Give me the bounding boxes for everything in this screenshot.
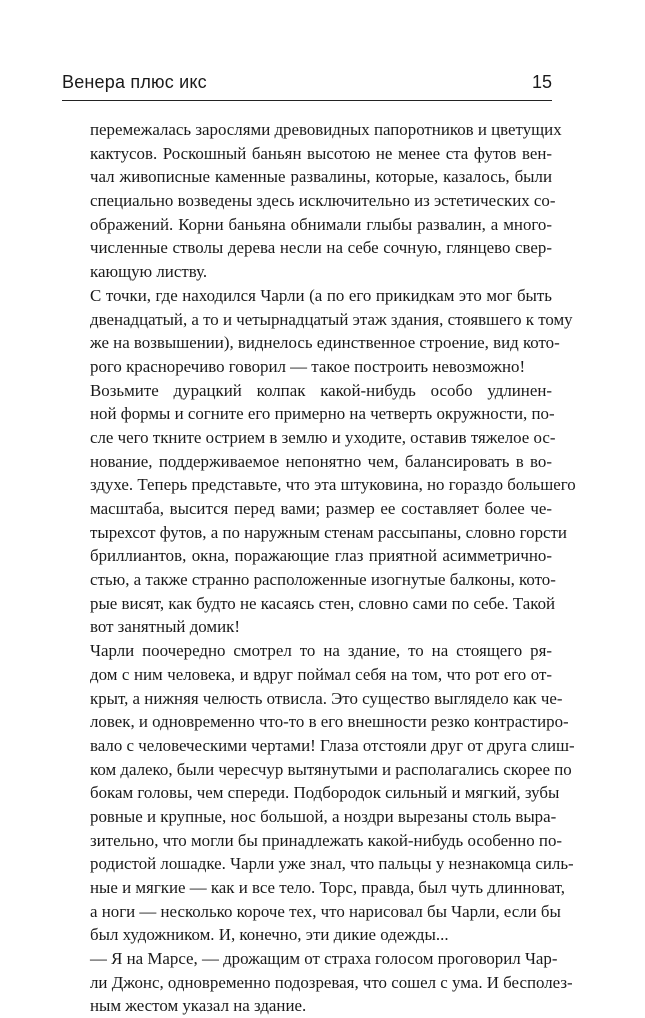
book-title: Венера плюс икс <box>62 72 207 92</box>
text-line: дом с ним человека, и вдруг поймал себя на том, что рот его от- <box>90 664 552 684</box>
page-number: 15 <box>531 72 552 92</box>
text-line: же на возвышении), виднелось единственное строение, вид кото- <box>90 333 560 353</box>
text-line: ком далеко, были чересчур вытянутыми и располагались скорее по <box>90 759 572 779</box>
paragraph <box>62 118 562 284</box>
running-header <box>62 70 552 101</box>
text-line: бриллиантов, окна, поражающие глаз приятной асимметрично- <box>90 546 552 566</box>
text-line: был художником. И, конечно, эти дикие одежды... <box>90 925 449 945</box>
text-line: ные и мягкие — как и все тело. Торс, правда, был чуть длинноват, <box>90 878 565 897</box>
body-text <box>62 118 576 1016</box>
text-line: зительно, что могли бы принадлежать какой-нибудь особенно по- <box>90 830 563 850</box>
text-line: ли Джонс, одновременно подозревая, что сошел с ума. И бесполез- <box>90 972 573 992</box>
paragraph <box>62 284 573 379</box>
text-line: перемежалась зарослями древовидных папоротников и цветущих <box>90 120 562 139</box>
text-line: — Я на Марсе, — дрожащим от страха голосом проговорил Чар- <box>90 949 558 969</box>
text-line: ображений. Корни баньяна обнимали глыбы развалин, а много- <box>90 214 552 234</box>
text-line: ной формы и согните его примерно на четверть окружности, по- <box>90 404 555 424</box>
text-line: С точки, где находился Чарли (а по его прикидкам это мог быть <box>90 285 552 305</box>
text-line: ловек, и одновременно что-то в его внешности резко контрастиро- <box>90 712 569 732</box>
text-line: вот занятный домик! <box>90 617 240 637</box>
paragraph <box>62 379 576 640</box>
text-line: а ноги — несколько короче тех, что нарисовал бы Чарли, если бы <box>90 901 561 921</box>
text-line: рого красноречиво говорил — такое построить невозможно! <box>90 356 526 376</box>
text-line: численные стволы дерева несли на себе сочную, глянцево свер- <box>90 238 552 258</box>
text-line: вало с человеческими чертами! Глаза отстояли друг от друга слиш- <box>90 735 575 755</box>
text-line: нование, поддерживаемое непонятно чем, балансировать в во- <box>90 451 552 471</box>
text-line: специально возведены здесь исключительно из эстетических со- <box>90 191 556 211</box>
text-line: стью, а также странно расположенные изогнутые балконы, кото- <box>90 570 556 590</box>
text-line: родистой лошадке. Чарли уже знал, что пальцы у незнакомца силь- <box>90 854 574 874</box>
text-line: здухе. Теперь представьте, что эта штуковина, но гораздо большего <box>90 475 576 495</box>
text-line: кающую листву. <box>90 262 208 282</box>
text-line: масштаба, высится перед вами; размер ее составляет более че- <box>90 499 552 518</box>
text-line: ровные и крупные, нос большой, а ноздри вырезаны столь выра- <box>90 806 557 826</box>
text-line: ным жестом указал на здание. <box>90 996 307 1016</box>
text-line: рые висят, как будто не касаясь стен, словно сами по себе. Такой <box>90 593 556 613</box>
text-line: двенадцатый, а то и четырнадцатый этаж здания, стоявшего к тому <box>90 309 573 329</box>
text-line: бокам головы, чем спереди. Подбородок сильный и мягкий, зубы <box>90 783 560 803</box>
text-line: Возьмите дурацкий колпак какой-нибудь особо удлинен- <box>90 380 552 400</box>
paragraph <box>62 947 573 1018</box>
text-line: Чарли поочередно смотрел то на здание, то на стоящего ря- <box>90 641 552 661</box>
text-line: тырехсот футов, а по наружным стенам рассыпаны, словно горсти <box>90 522 567 542</box>
text-line: крыт, а нижняя челюсть отвисла. Это существо выглядело как че- <box>90 688 563 708</box>
text-line: сле чего ткните острием в землю и уходите, оставив тяжелое ос- <box>90 427 556 447</box>
text-line: кактусов. Роскошный баньян высотою не менее ста футов вен- <box>90 143 552 163</box>
text-line: чал живописные каменные развалины, которые, казалось, были <box>90 167 552 187</box>
paragraph <box>62 639 575 947</box>
